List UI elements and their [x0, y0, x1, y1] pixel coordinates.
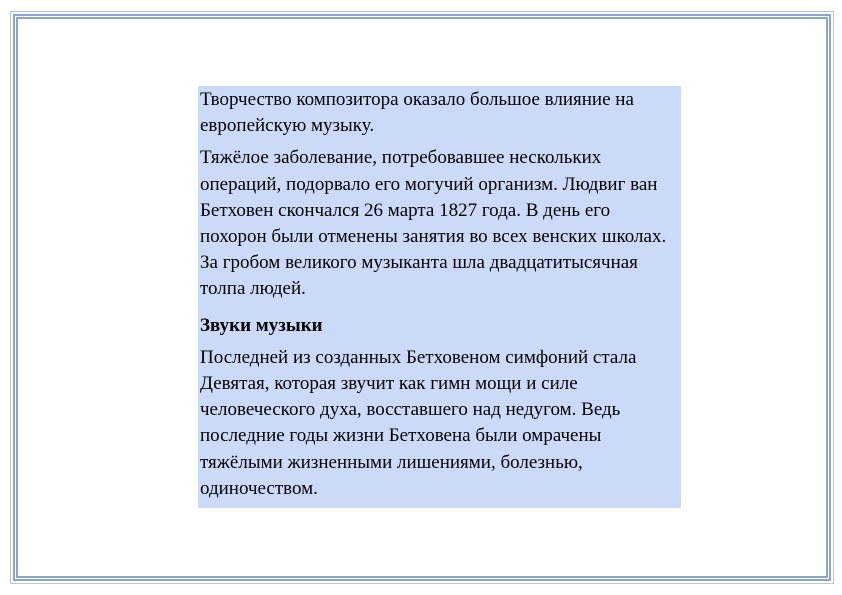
ninth-symphony-paragraph: Последней из созданных Бетховеном симфоний стала Девятая, которая звучит как гимн мощи и силе человеческого духа, восставшего над недугом. Ведь последние годы жизни Бетховена были омрачены тяжёлыми жизненными лишениями, болезнью, одиночеством.: [200, 346, 637, 499]
intro-paragraph: Творчество композитора оказало большое влияние на европейскую музыку.: [200, 89, 634, 137]
section-heading: Звуки музыки: [200, 314, 323, 336]
text-box: [198, 86, 681, 508]
death-paragraph: Тяжёлое заболевание, потребовавшее нескольких операций, подорвало его могучий организм. Людвиг ван Бетховен скончался 26 марта 1827 года. В день его похорон были отменены занятия во всех венских школах. За гробом великого музыканта шла двадцатитысячная толпа людей.: [200, 147, 667, 300]
